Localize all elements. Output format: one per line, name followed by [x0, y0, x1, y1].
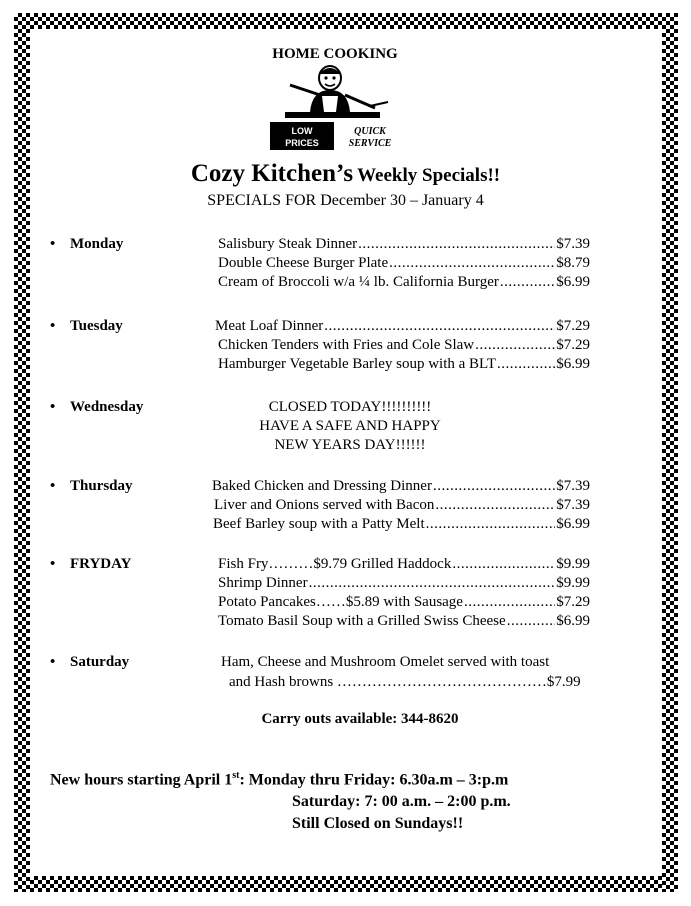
item-price: $7.39	[556, 236, 590, 252]
item-name: Salisbury Steak Dinner	[218, 236, 358, 252]
item-name: Double Cheese Burger Plate	[218, 255, 389, 271]
menu-item	[215, 318, 590, 335]
title-main: Cozy Kitchen’s	[190, 160, 354, 187]
home-cooking-logo	[270, 40, 400, 152]
bullet-icon: •	[50, 556, 56, 572]
menu-item	[212, 478, 590, 495]
item-price: $6.99	[556, 516, 590, 532]
svg-text:SERVICE: SERVICE	[348, 138, 392, 149]
menu-title	[0, 160, 691, 188]
item-price: $7.29	[556, 318, 590, 334]
item-name: Liver and Onions served with Bacon	[214, 497, 435, 513]
menu-item-line: and Hash browns ……………………………………$7.99	[229, 674, 581, 690]
hours-weekday: : Monday thru Friday: 6.30a.m – 3:p.m	[239, 771, 509, 789]
bullet-icon: •	[50, 399, 56, 415]
item-name: Cream of Broccoli w/a ¼ lb. California Burger	[218, 274, 499, 290]
svg-text:QUICK: QUICK	[354, 126, 386, 137]
item-price: $7.29	[556, 337, 590, 353]
item-price: $7.39	[556, 497, 590, 513]
title-rest: Weekly Specials!!	[357, 165, 501, 186]
closed-notice-line: NEW YEARS DAY!!!!!!	[274, 437, 426, 453]
day-label: Saturday	[70, 654, 130, 670]
sunday-closed: Still Closed on Sundays!!	[292, 815, 464, 832]
item-name: Baked Chicken and Dressing Dinner	[212, 478, 432, 494]
item-price: $8.79	[556, 255, 590, 271]
checkered-border-bottom	[14, 876, 678, 892]
new-hours-line	[50, 770, 508, 789]
menu-item	[218, 356, 590, 373]
hours-sup: st	[232, 770, 240, 781]
menu-item	[218, 613, 590, 630]
checkered-border-right	[662, 13, 678, 892]
item-name: Potato Pancakes……$5.89 with Sausage	[218, 594, 463, 610]
bullet-icon: •	[50, 654, 56, 670]
item-price: $6.99	[556, 274, 590, 290]
closed-notice-line: CLOSED TODAY!!!!!!!!!!	[268, 399, 432, 415]
item-price: $7.39	[556, 478, 590, 494]
day-label: Thursday	[70, 478, 133, 494]
item-price: $6.99	[556, 356, 590, 372]
item-name: Hamburger Vegetable Barley soup with a BLT	[218, 356, 496, 372]
item-name: Fish Fry………$9.79 Grilled Haddock	[218, 556, 452, 572]
checkered-border-top	[14, 13, 678, 29]
menu-item	[218, 556, 590, 573]
item-price: $9.99	[556, 575, 590, 591]
hours-prefix: New hours starting April 1	[50, 771, 233, 789]
bullet-icon: •	[50, 478, 56, 494]
item-name: Meat Loaf Dinner	[215, 318, 324, 334]
specials-date-range: SPECIALS FOR December 30 – January 4	[207, 192, 484, 209]
day-wednesday	[50, 399, 143, 416]
day-monday	[50, 236, 123, 253]
saturday-hours: Saturday: 7: 00 a.m. – 2:00 p.m.	[292, 793, 511, 810]
menu-item	[213, 516, 590, 533]
bullet-icon: •	[50, 318, 56, 334]
menu-item	[218, 575, 590, 592]
day-thursday	[50, 478, 133, 495]
svg-text:LOW: LOW	[291, 126, 313, 136]
item-price: $6.99	[556, 613, 590, 629]
item-price: $9.99	[556, 556, 590, 572]
menu-item	[218, 274, 590, 291]
menu-item	[214, 497, 590, 514]
day-label: Tuesday	[70, 318, 123, 334]
logo-top-text: HOME COOKING	[272, 46, 398, 62]
checkered-border-left	[14, 13, 30, 892]
carry-out-info: Carry outs available: 344-8620	[261, 711, 459, 727]
menu-item	[218, 236, 590, 253]
item-name: Shrimp Dinner	[218, 575, 308, 591]
closed-notice-line: HAVE A SAFE AND HAPPY	[259, 418, 441, 434]
menu-item-line: Ham, Cheese and Mushroom Omelet served with toast	[221, 654, 550, 670]
day-fryday	[50, 556, 131, 573]
day-label: FRYDAY	[70, 556, 132, 572]
day-label: Wednesday	[70, 399, 144, 415]
menu-item	[218, 255, 590, 272]
item-price: $7.29	[556, 594, 590, 610]
svg-text:PRICES: PRICES	[285, 138, 319, 148]
bullet-icon: •	[50, 236, 56, 252]
day-saturday	[50, 654, 129, 671]
item-name: Chicken Tenders with Fries and Cole Slaw	[218, 337, 475, 353]
item-name: Beef Barley soup with a Patty Melt	[213, 516, 425, 532]
day-label: Monday	[70, 236, 124, 252]
menu-item	[218, 337, 590, 354]
menu-item	[218, 594, 590, 611]
day-tuesday	[50, 318, 123, 335]
item-name: Tomato Basil Soup with a Grilled Swiss Cheese	[218, 613, 506, 629]
